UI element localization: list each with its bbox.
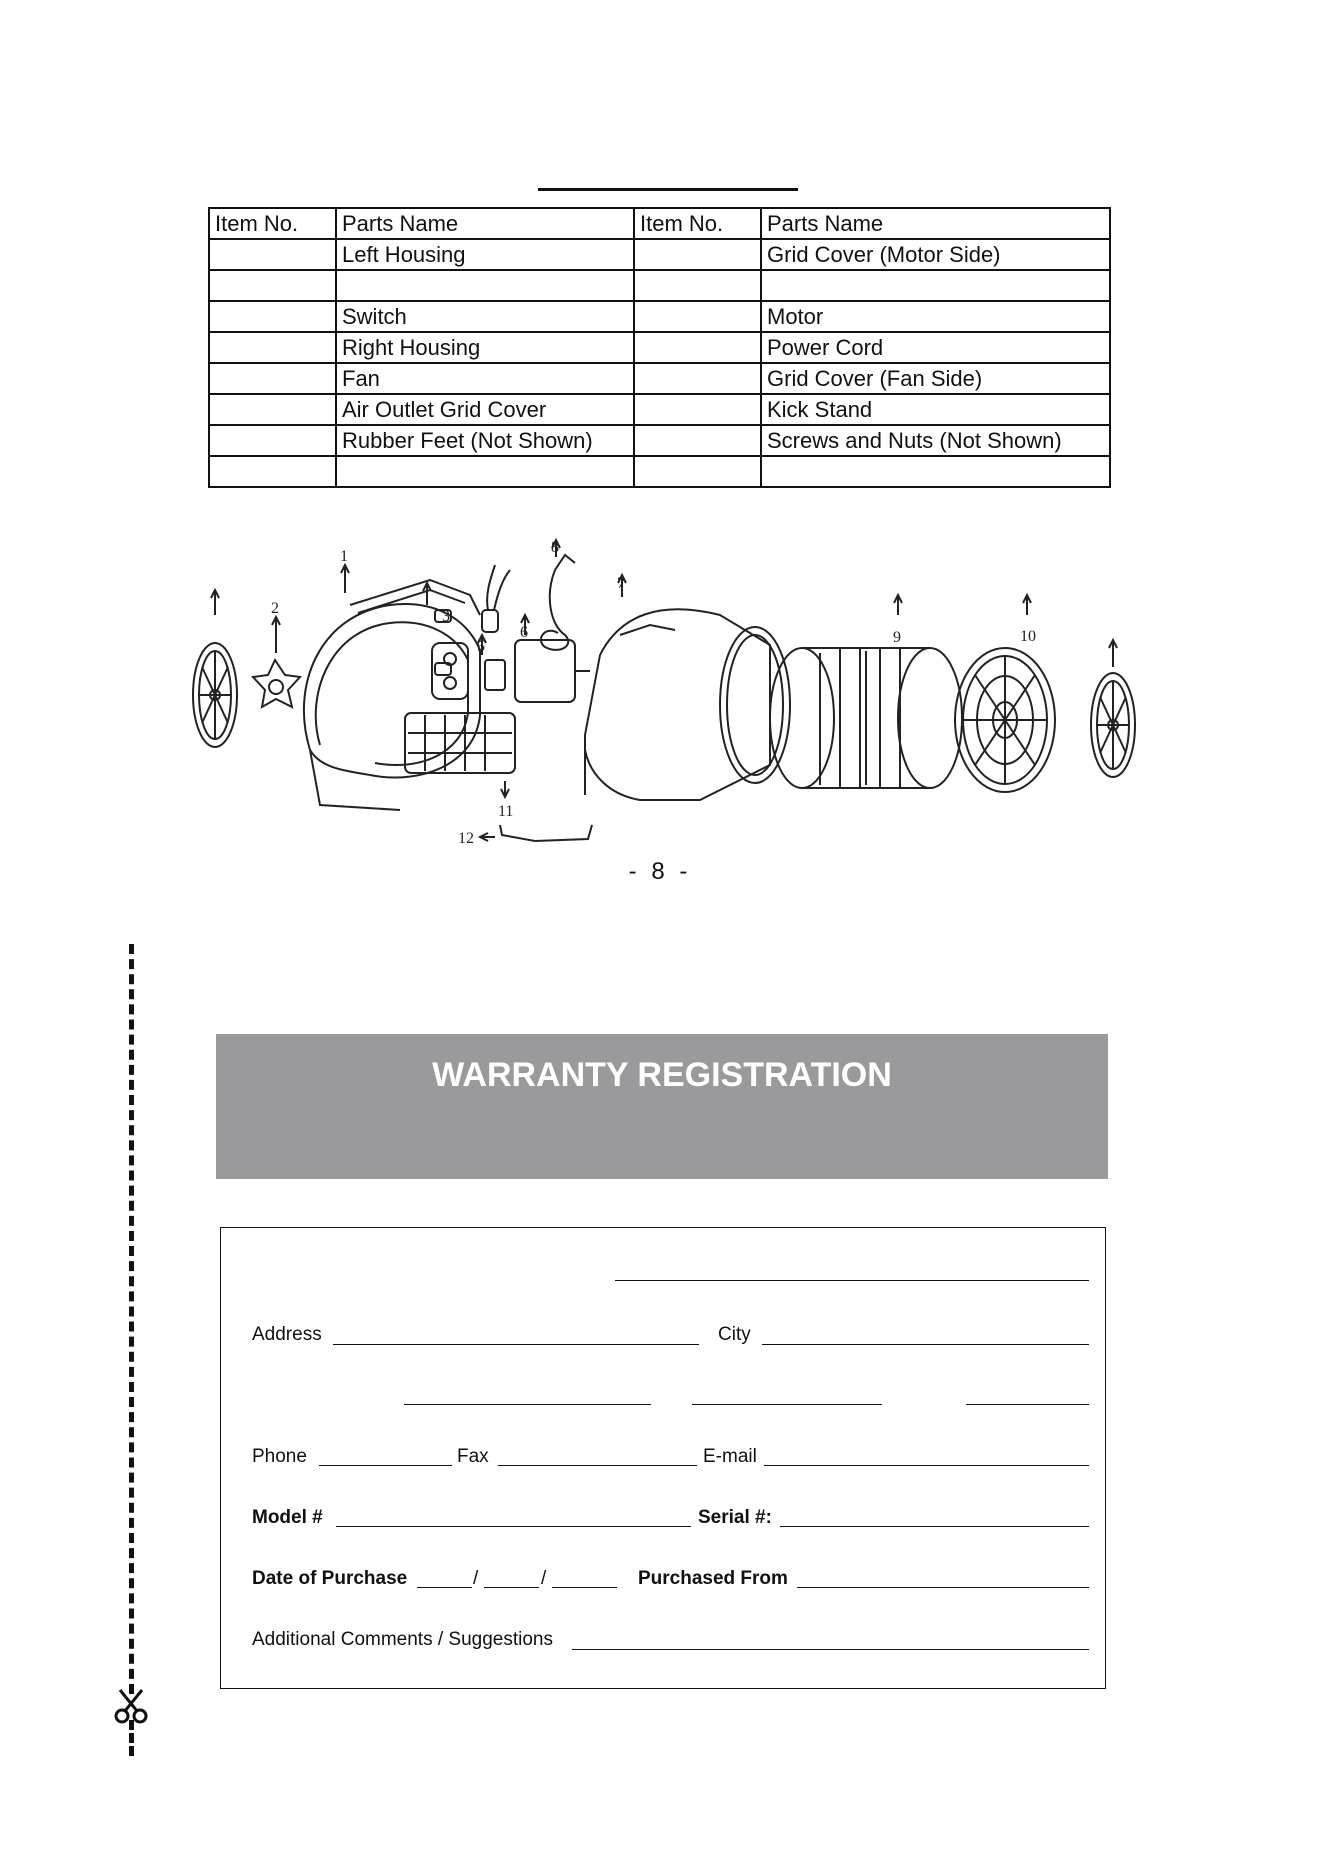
table-cell bbox=[761, 456, 1110, 487]
kick-stand-drawing bbox=[480, 825, 592, 841]
grid-cover-fan-side-drawing bbox=[955, 595, 1055, 792]
table-cell: Air Outlet Grid Cover bbox=[336, 394, 634, 425]
table-cell bbox=[634, 239, 761, 270]
header-parts-name-2: Parts Name bbox=[761, 208, 1110, 239]
purchase-day-field[interactable] bbox=[484, 1587, 539, 1588]
table-cell bbox=[336, 456, 634, 487]
table-cell: Fan bbox=[336, 363, 634, 394]
callout-label: 3 bbox=[442, 608, 450, 625]
callout-label: 11 bbox=[498, 803, 514, 820]
table-cell: Grid Cover (Motor Side) bbox=[761, 239, 1110, 270]
comments-label: Additional Comments / Suggestions bbox=[252, 1629, 553, 1650]
table-cell: Motor bbox=[761, 301, 1110, 332]
table-cell: Grid Cover (Fan Side) bbox=[761, 363, 1110, 394]
callout-label: 12 bbox=[458, 830, 474, 847]
right-housing-drawing bbox=[585, 575, 790, 800]
purchased-from-label: Purchased From bbox=[638, 1568, 788, 1589]
title-underline bbox=[538, 188, 798, 191]
purchase-month-field[interactable] bbox=[417, 1587, 472, 1588]
model-field[interactable] bbox=[336, 1526, 691, 1527]
table-cell: Power Cord bbox=[761, 332, 1110, 363]
callout-label: 1 bbox=[340, 548, 348, 565]
fax-label: Fax bbox=[457, 1446, 489, 1467]
table-row bbox=[209, 425, 1110, 456]
table-cell bbox=[634, 456, 761, 487]
table-cell bbox=[209, 332, 336, 363]
callout-label: 6 bbox=[520, 624, 528, 641]
address-field[interactable] bbox=[333, 1344, 699, 1345]
grid-cover-right-drawing bbox=[1091, 640, 1135, 777]
table-row bbox=[209, 394, 1110, 425]
form-blank-line[interactable] bbox=[615, 1280, 1089, 1281]
table-cell bbox=[634, 332, 761, 363]
phone-label: Phone bbox=[252, 1446, 307, 1467]
address-label: Address bbox=[252, 1324, 322, 1345]
parts-table-header-row bbox=[209, 208, 1110, 239]
table-cell bbox=[209, 456, 336, 487]
serial-label: Serial #: bbox=[698, 1507, 772, 1528]
table-cell bbox=[209, 394, 336, 425]
fan-hub-drawing bbox=[253, 617, 300, 707]
exploded-parts-diagram bbox=[180, 535, 1160, 855]
table-cell bbox=[336, 270, 634, 301]
comments-field[interactable] bbox=[572, 1649, 1089, 1650]
table-cell: Switch bbox=[336, 301, 634, 332]
city-label: City bbox=[718, 1324, 751, 1345]
form-blank-line[interactable] bbox=[404, 1404, 651, 1405]
table-cell bbox=[209, 425, 336, 456]
table-cell bbox=[634, 301, 761, 332]
purchase-year-field[interactable] bbox=[552, 1587, 617, 1588]
table-cell: Screws and Nuts (Not Shown) bbox=[761, 425, 1110, 456]
table-row bbox=[209, 363, 1110, 394]
table-cell bbox=[634, 425, 761, 456]
callout-label: 7 bbox=[617, 575, 625, 592]
warranty-banner bbox=[216, 1034, 1108, 1179]
header-item-no: Item No. bbox=[209, 208, 336, 239]
table-row bbox=[209, 332, 1110, 363]
callout-label: 5 bbox=[477, 638, 485, 655]
serial-field[interactable] bbox=[780, 1526, 1089, 1527]
table-cell bbox=[209, 270, 336, 301]
email-field[interactable] bbox=[764, 1465, 1089, 1466]
warranty-form bbox=[220, 1227, 1106, 1689]
callout-label: 9 bbox=[893, 629, 901, 646]
date-separator: / bbox=[541, 1568, 547, 1589]
cut-guide-line bbox=[129, 944, 134, 1694]
table-cell bbox=[209, 363, 336, 394]
warranty-banner-title: WARRANTY REGISTRATION bbox=[432, 1056, 892, 1094]
table-cell bbox=[634, 363, 761, 394]
table-cell: Right Housing bbox=[336, 332, 634, 363]
header-item-no-2: Item No. bbox=[634, 208, 761, 239]
table-row bbox=[209, 270, 1110, 301]
table-cell bbox=[209, 239, 336, 270]
form-blank-line[interactable] bbox=[966, 1404, 1089, 1405]
power-cord-drawing bbox=[541, 540, 575, 650]
table-cell: Kick Stand bbox=[761, 394, 1110, 425]
motor-drawing bbox=[478, 615, 590, 702]
table-cell bbox=[209, 301, 336, 332]
grid-cover-motor-side-drawing bbox=[193, 590, 237, 747]
table-row bbox=[209, 456, 1110, 487]
table-cell: Left Housing bbox=[336, 239, 634, 270]
cut-guide-line bbox=[129, 1720, 134, 1756]
table-cell bbox=[634, 394, 761, 425]
table-cell bbox=[634, 270, 761, 301]
capacitor-drawing bbox=[482, 565, 510, 632]
table-cell: Rubber Feet (Not Shown) bbox=[336, 425, 634, 456]
page-number: - 8 - bbox=[628, 858, 692, 885]
fax-field[interactable] bbox=[498, 1465, 697, 1466]
callout-label: 8 bbox=[551, 539, 559, 556]
phone-field[interactable] bbox=[319, 1465, 452, 1466]
callout-label: 2 bbox=[271, 600, 279, 617]
fan-wheel-drawing bbox=[770, 595, 962, 788]
table-row bbox=[209, 301, 1110, 332]
callout-label: 10 bbox=[1020, 628, 1036, 645]
form-blank-line[interactable] bbox=[692, 1404, 882, 1405]
header-parts-name: Parts Name bbox=[336, 208, 634, 239]
date-of-purchase-label: Date of Purchase bbox=[252, 1568, 408, 1589]
table-cell bbox=[761, 270, 1110, 301]
table-row bbox=[209, 239, 1110, 270]
parts-table bbox=[208, 207, 1111, 488]
email-label: E-mail bbox=[703, 1446, 757, 1467]
model-label: Model # bbox=[252, 1507, 323, 1528]
date-separator: / bbox=[473, 1568, 479, 1589]
city-field[interactable] bbox=[762, 1344, 1089, 1345]
purchased-from-field[interactable] bbox=[797, 1587, 1089, 1588]
switch-drawing bbox=[423, 583, 468, 699]
